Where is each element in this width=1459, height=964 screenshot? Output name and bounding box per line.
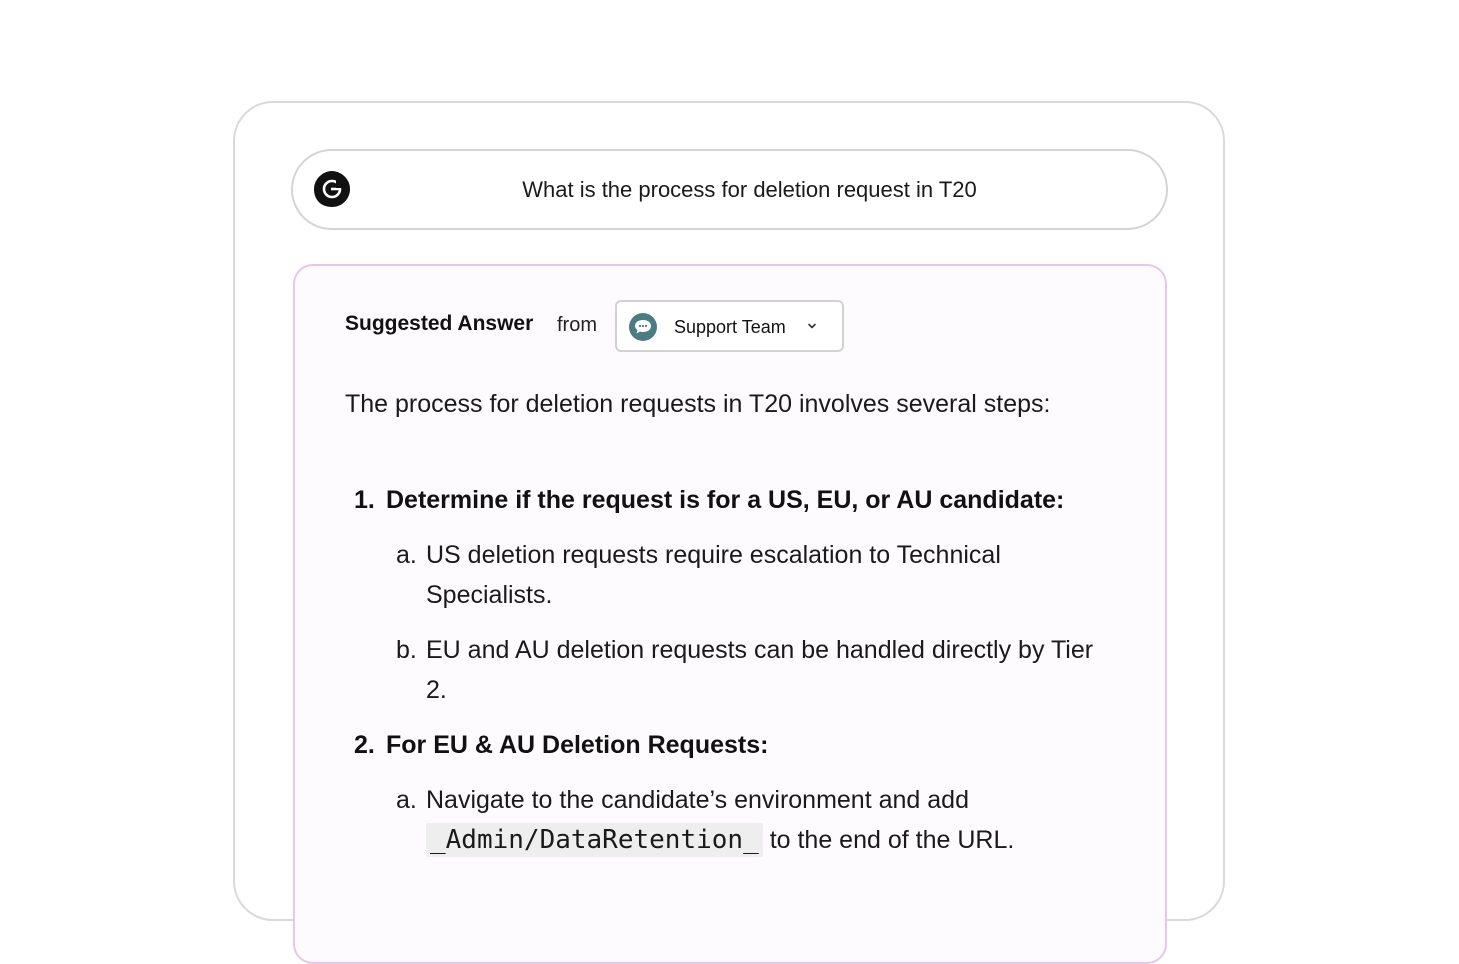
sub-step-marker: a. [396, 541, 417, 569]
search-query: What is the process for deletion request in T20 [522, 177, 977, 202]
suggested-answer-title: Suggested Answer [345, 312, 534, 335]
chevron-down-icon[interactable] [805, 319, 819, 333]
sub-step-text: EU and AU deletion requests can be handled directly by Tier 2. [426, 636, 1094, 704]
sub-step-text-after: to the end of the URL. [769, 826, 1015, 854]
answer-intro: The process for deletion requests in T20 involves several steps: [345, 390, 1051, 418]
sub-step-text [426, 780, 1086, 860]
source-label: Support Team [674, 317, 786, 337]
sub-step-text-before: Navigate to the candidate’s environment and add [426, 786, 969, 814]
step-number: 2. [354, 731, 375, 759]
step-number: 1. [354, 486, 375, 514]
code-snippet: _Admin/DataRetention_ [426, 823, 763, 857]
sub-step-marker: a. [396, 786, 417, 814]
sub-step-text: US deletion requests require escalation to Technical Specialists. [426, 541, 1001, 609]
step-title: Determine if the request is for a US, EU, or AU candidate: [386, 486, 1065, 514]
step-title: For EU & AU Deletion Requests: [386, 731, 769, 759]
chat-bubble-icon [628, 312, 658, 342]
sub-step-marker: b. [396, 636, 417, 664]
from-label: from [557, 314, 597, 336]
